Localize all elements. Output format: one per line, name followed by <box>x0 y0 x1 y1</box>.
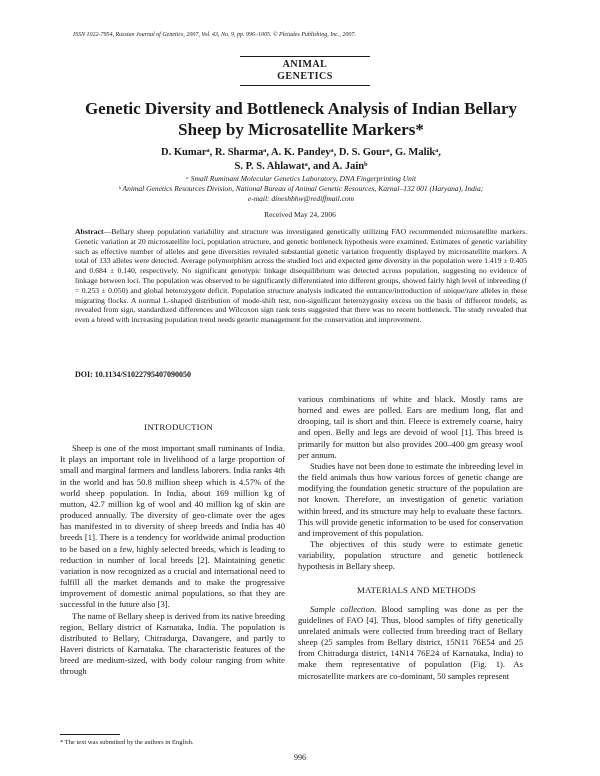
section-rule-bottom <box>240 85 370 86</box>
section-name-line1: ANIMAL <box>282 59 328 70</box>
abstract-label: Abstract <box>75 227 104 236</box>
affiliations <box>60 174 542 204</box>
section-rule-top <box>240 56 370 57</box>
section-label <box>240 56 370 86</box>
intro-paragraph-1: Sheep is one of the most important small ruminants of India. It plays an important role in livelihood of a large proportion of small and marginal farmers and landless laborers. India ranks 4th in the world and has 50.8 million sheep which is 4.57% of the world sheep population. In India, about 169 million kg of mutton, 42.7 million kg of wool and 40 million kg of skin are produced annually. The diversity of geo-climate over the ages has manifested in to diversity of sheep breeds and India has 40 breeds [1]. There is a tendency for worldwide animal production to be based on a few, highly selected breeds, which is leading to reduction in number of local breeds [2]. Maintaining genetic variation is now recognized as a crucial and international need to fulfill all the market demands and to make the progressive improvement of domestic animal populations, so that they are successful in the future also [3]. <box>60 443 285 610</box>
authors-line2: S. P. S. Ahlawatᵃ, and A. Jainᵇ <box>234 160 368 172</box>
section-heading-methods: MATERIALS AND METHODS <box>356 584 477 595</box>
methods-paragraph-1-text: Blood sampling was done as per the guidelines of FAO [4]. Thus, blood samples of fifty genetically unrelated animals were collected from breeding tract of Bellary sheep (25 samples from Bellary district, 15N11 76E54 and 25 from Chitradurga district, 14N14 76E24 of Karnataka, India) to make them representative of population (Fig. 1). As microsatellite markers are co-dominant, 50 samples represent <box>298 603 523 681</box>
affiliation-b: ᵇ Animal Genetics Resources Division, National Bureau of Animal Genetic Resources, Karnal–132 001 (Haryana), India; <box>118 184 484 193</box>
methods-paragraph-1 <box>298 604 523 682</box>
authors-line1: D. Kumarᵃ, R. Sharmaᵃ, A. K. Pandeyᵃ, D. S. Gourᵃ, G. Malikᵃ, <box>161 147 441 158</box>
title-line1: Genetic Diversity and Bottleneck Analysis of Indian Bellary <box>84 99 518 118</box>
intro-paragraph-5: The objectives of this study were to estimate genetic variability, population structure and genetic bottleneck hypothesis in Bellary sheep. <box>298 539 523 572</box>
section-heading-introduction: INTRODUCTION <box>144 422 213 432</box>
doi[interactable]: DOI: 10.1134/S1022795407090050 <box>75 370 192 379</box>
page-number: 996 <box>294 753 306 762</box>
sample-collection-lead: Sample collection. <box>310 603 377 614</box>
body-column-right <box>298 394 523 682</box>
intro-paragraph-2: The name of Bellary sheep is derived from its native breeding region, Bellary district of Karnataka, India. The population is distributed to Bellary, Chitradurga, Davangere, and partly to Haveri districts of Karnataka. The characteristic features of the breed are medium-sized, with body colour ranging from white through <box>60 610 285 677</box>
intro-paragraph-4: Studies have not been done to estimate the inbreeding level in the field animals thus how various forces of genetic change are modifying the foundation genetic structure of the population are not known. Therefore, an investigation of genetic variation within breed, and its structure may help to evaluate these factors. This will provide genetic information to be used for conservation and improvement of this population. <box>298 460 523 538</box>
affiliation-a: ᵃ Small Ruminant Molecular Genetics Laboratory, DNA Fingerprinting Unit <box>185 174 417 183</box>
section-name-line2: GENETICS <box>277 71 333 82</box>
received-date: Received May 24, 2006 <box>264 210 336 219</box>
section-name <box>240 59 370 83</box>
footnote: * The text was submitted by the authors in English. <box>60 739 194 746</box>
journal-citation-line: ISSN 1022-7954, Russian Journal of Genetics, 2007, Vol. 43, No. 9, pp. 996–1005. © Pleiades Publishing, Inc., 2007. <box>73 32 356 38</box>
author-email[interactable]: e-mail: dineshbhw@rediffmail.com <box>247 194 355 203</box>
footnote-rule <box>60 734 120 735</box>
intro-paragraph-3: various combinations of white and black. Mostly rams are horned and ewes are polled. Ears are medium long, flat and drooping, tail is short and thin. Fleece is extremely coarse, hairy and open. Belly and legs are devoid of wool [1]. This breed is primarily for mutton but also provides 200–400 gm greasy wool per annum. <box>298 394 523 460</box>
author-list <box>80 146 522 173</box>
abstract <box>75 227 527 325</box>
body-column-left <box>60 422 285 677</box>
abstract-text: —Bellary sheep population variability and structure was investigated genetically utilizing FAO recommended microsatellite markers. Genetic variation at 20 microsatellite loci, population structure, and genetic bottleneck hypothesis were examined. Estimates of genetic variability such as effective number of alleles and gene diversities revealed substantial genetic variation frequently displayed by microsatellite markers. A total of 133 alleles were detected. Average polymorphism across the studied loci and expected gene diversity in the population were 1.419 ± 0.405 and 0.684 ± 0.140, respectively. No significant genotypic linkage disequilibrium was detected across population, suggesting no evidence of linkage between loci. The population was observed to be significantly differentiated into different groups, showed fairly high level of inbreeding (f = 0.253 ± 0.050) and global heterozygote deficit. Population structure analysis indicated the entrance/introduction of unique/rare alleles in these migrating flocks. A normal L-shaped distribution of mode-shift test, non-significant heterozygosity excess on the basis of different models, as revealed from sign, standardized differences and Wilcoxon sign rank tests suggested that there was no recent bottleneck. The study revealed that even a breed with increasing population trend needs genetic management for the conservation and improvement. <box>75 227 527 325</box>
paper-title <box>60 98 542 140</box>
title-line2: Sheep by Microsatellite Markers* <box>178 120 424 139</box>
